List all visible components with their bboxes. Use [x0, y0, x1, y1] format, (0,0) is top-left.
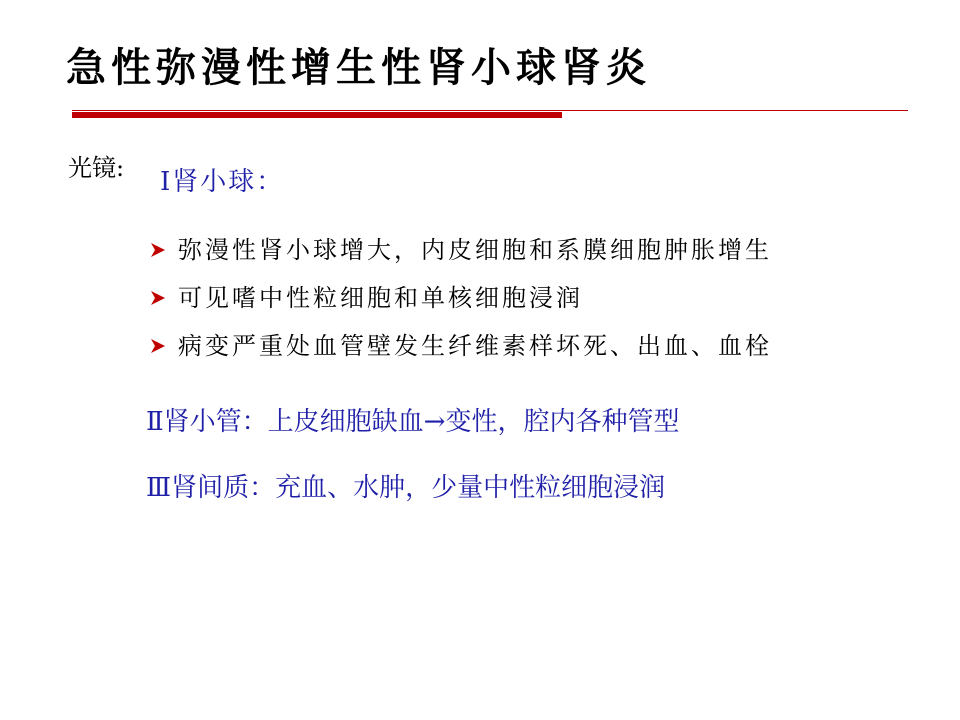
bullet-text: 可见嗜中性粒细胞和单核细胞浸润	[178, 284, 583, 312]
arrow-triangle-icon	[150, 338, 178, 354]
bullet-text: 病变严重处血管壁发生纤维素样坏死、出血、血栓	[178, 332, 772, 360]
glomerulus-heading: Ⅰ肾小球：	[160, 167, 285, 197]
bullet-text: 弥漫性肾小球增大，内皮细胞和系膜细胞肿胀增生	[178, 236, 772, 264]
light-microscopy-label: 光镜:	[68, 154, 125, 182]
bullet-item	[150, 328, 772, 364]
glomerulus-bullet-list	[150, 232, 772, 376]
tubule-heading: Ⅱ肾小管：上皮细胞缺血→变性，腔内各种管型	[146, 407, 680, 437]
arrow-triangle-icon	[150, 290, 178, 306]
title-underline-thin	[72, 110, 908, 111]
interstitium-heading: Ⅲ肾间质：充血、水肿，少量中性粒细胞浸润	[146, 473, 666, 503]
bullet-item	[150, 232, 772, 268]
bullet-item	[150, 280, 772, 316]
arrow-triangle-icon	[150, 242, 178, 258]
slide-title: 急性弥漫性增生性肾小球肾炎	[66, 44, 651, 91]
title-underline-thick	[72, 112, 562, 118]
